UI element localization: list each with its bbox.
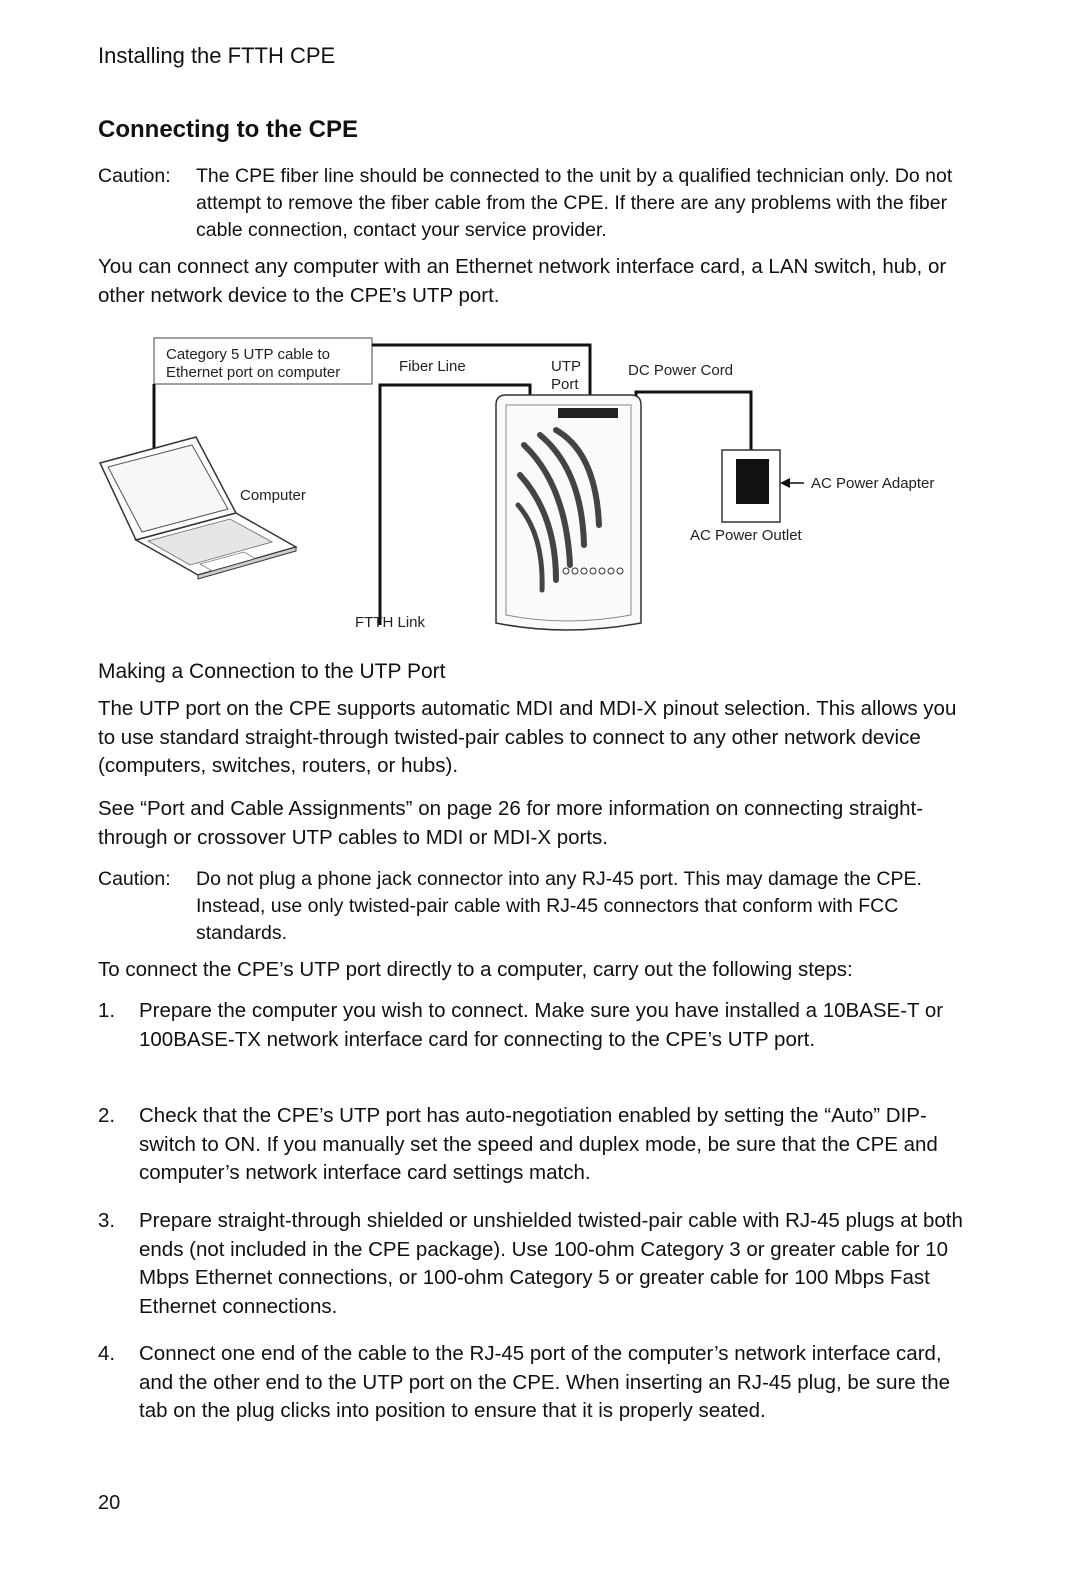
dc-power-cord — [636, 392, 751, 450]
label-outlet: AC Power Outlet — [690, 527, 802, 544]
caution-note-fiber — [98, 163, 968, 244]
ac-outlet-icon — [722, 450, 780, 522]
step-number: 2. — [98, 1104, 116, 1127]
caution-label: Caution: — [98, 165, 171, 187]
caution-label: Caution: — [98, 868, 171, 890]
list-item — [98, 1340, 968, 1426]
label-cat5-line1: Category 5 UTP cable to — [166, 346, 330, 363]
label-utp-line2: Port — [551, 376, 579, 393]
running-header: Installing the FTTH CPE — [98, 43, 336, 68]
caution-text: Do not plug a phone jack connector into any RJ-45 port. This may damage the CPE. Instead, use only twisted-pair cable with RJ-45 connectors that conform with FCC standards. — [196, 868, 922, 944]
caution-text: The CPE fiber line should be connected to the unit by a qualified technician only. Do not attempt to remove the fiber cable from the CPE. If there are any problems with the fiber cable connection, contact your service provider. — [196, 165, 953, 241]
label-cat5-line2: Ethernet port on computer — [166, 364, 341, 381]
reference-paragraph: See “Port and Cable Assignments” on page 26 for more information on connecting straight-through or crossover UTP cables to MDI or MDI-X ports. — [98, 797, 924, 849]
step-text: Check that the CPE’s UTP port has auto-negotiation enabled by setting the “Auto” DIP-switch to ON. If you manually set the speed and duplex mode, be sure that the CPE and computer’s network interface card settings match. — [139, 1104, 938, 1184]
step-text: Prepare straight-through shielded or unshielded twisted-pair cable with RJ-45 plugs at both ends (not included in the CPE package). Use 100-ohm Category 3 or greater cable for 10 Mbps Ethernet connections, or 100-ohm Category 5 or greater cable for 100 Mbps Fast Ethernet connections. — [139, 1209, 963, 1318]
diagram-svg — [96, 335, 956, 635]
step-number: 1. — [98, 999, 116, 1022]
label-computer: Computer — [240, 487, 306, 504]
arrow-icon — [780, 478, 790, 488]
mdi-paragraph: The UTP port on the CPE supports automatic MDI and MDI-X pinout selection. This allows you to use standard straight-through twisted-pair cables to connect to any other network device (computers, switches, routers, or hubs). — [98, 697, 957, 777]
connection-diagram — [96, 335, 956, 635]
label-fiber: Fiber Line — [399, 358, 466, 375]
intro-paragraph: You can connect any computer with an Ethernet network interface card, a LAN switch, hub, or other network device to the CPE’s UTP port. — [98, 255, 947, 307]
step-text: Prepare the computer you wish to connect. Make sure you have installed a 10BASE-T or 100BASE-TX network interface card for connecting to the CPE’s UTP port. — [139, 999, 944, 1051]
step-number: 4. — [98, 1342, 116, 1365]
laptop-icon — [100, 437, 296, 579]
step-number: 3. — [98, 1209, 116, 1232]
step-text: Connect one end of the cable to the RJ-45 port of the computer’s network interface card, and the other end to the UTP port on the CPE. When inserting an RJ-45 plug, be sure the tab on the plug clicks into position to ensure that it is properly seated. — [139, 1342, 951, 1422]
label-adapter: AC Power Adapter — [811, 475, 935, 492]
list-item — [98, 1102, 968, 1188]
section-title: Connecting to the CPE — [98, 116, 358, 143]
label-dc: DC Power Cord — [628, 362, 734, 379]
caution-note-rj45 — [98, 866, 968, 947]
subheading: Making a Connection to the UTP Port — [98, 660, 446, 683]
cpe-device-icon — [496, 395, 641, 630]
list-item — [98, 1207, 968, 1321]
label-ftth: FTTH Link — [355, 614, 426, 631]
label-utp-line1: UTP — [551, 358, 581, 375]
page-number: 20 — [98, 1492, 121, 1514]
list-item — [98, 997, 968, 1054]
steps-intro: To connect the CPE’s UTP port directly to a computer, carry out the following steps: — [98, 958, 853, 981]
